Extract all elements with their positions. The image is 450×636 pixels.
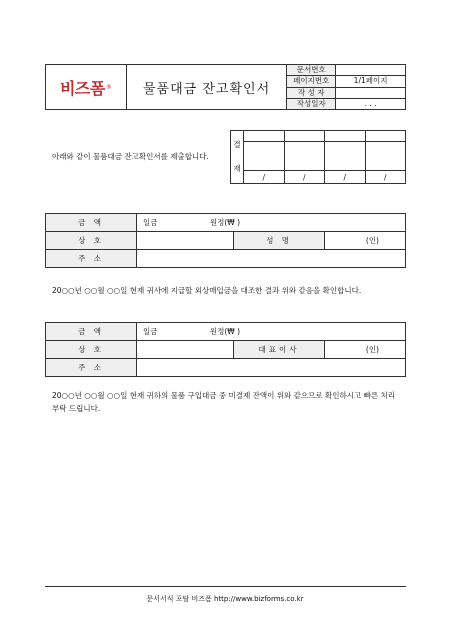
statement-2: 20○○년 ○○월 ○○일 현재 귀하의 물품 구입대금 중 미결제 잔액이 위와 같으므로 확인하시고 빠른 처리 부탁 드립니다. (52, 391, 396, 413)
amount-field[interactable] (137, 323, 406, 341)
address-field[interactable] (137, 250, 406, 268)
meta-value-author[interactable] (336, 87, 406, 98)
approval-title-4[interactable] (365, 131, 406, 142)
approval-sign-4[interactable] (365, 141, 406, 171)
approval-side-bottom: 재 (233, 164, 241, 173)
info-table-2 (45, 322, 406, 377)
meta-label-date: 작성일자 (287, 98, 336, 109)
meta-label-page-number: 페이지번호 (287, 76, 336, 87)
approval-side-top: 결 (233, 140, 241, 149)
seal-field[interactable]: (인) (325, 341, 406, 359)
info-table-1 (45, 213, 406, 268)
amount-prefix: 일금 (143, 218, 158, 227)
meta-value-doc-number[interactable] (336, 65, 406, 76)
ceo-label: 대표이사 (234, 341, 325, 359)
statement-1: 20○○년 ○○월 ○○일 현재 귀사에 지급할 외상매입금을 대조한 결과 위와 같음을 확인합니다. (52, 286, 362, 295)
seal-field[interactable]: (인) (325, 232, 406, 250)
approval-sign-2[interactable] (284, 141, 325, 171)
logo-cell (46, 65, 127, 110)
amount-label: 금 액 (46, 214, 137, 232)
approval-title-2[interactable] (284, 131, 325, 142)
amount-label: 금 액 (46, 323, 137, 341)
bizforms-logo: 비즈폼 (59, 78, 105, 98)
company-field[interactable] (137, 232, 234, 250)
document-header (45, 64, 406, 110)
amount-field[interactable] (137, 214, 406, 232)
intro-text: 아래와 같이 물품대금 잔고확인서를 제출합니다. (52, 152, 209, 161)
approval-box (230, 130, 406, 184)
approval-title-1[interactable] (244, 131, 285, 142)
approval-date-4[interactable]: / (365, 171, 406, 184)
name-label: 성 명 (234, 232, 325, 250)
address-field[interactable] (137, 359, 406, 377)
address-label: 주 소 (46, 359, 137, 377)
amount-won: 원정(₩ ) (209, 327, 241, 336)
meta-label-doc-number: 문서번호 (287, 65, 336, 76)
approval-sign-1[interactable] (244, 141, 285, 171)
company-label: 상 호 (46, 341, 137, 359)
approval-side-label (231, 131, 244, 184)
meta-label-author: 작 성 자 (287, 87, 336, 98)
approval-title-3[interactable] (325, 131, 366, 142)
approval-sign-3[interactable] (325, 141, 366, 171)
company-field[interactable] (137, 341, 234, 359)
approval-date-1[interactable]: / (244, 171, 285, 184)
footer-text: 문서서식 포탈 비즈폼 http://www.bizforms.co.kr (146, 595, 304, 603)
company-label: 상 호 (46, 232, 137, 250)
registered-mark: ® (105, 83, 112, 91)
approval-date-3[interactable]: / (325, 171, 366, 184)
amount-prefix: 일금 (143, 327, 158, 336)
address-label: 주 소 (46, 250, 137, 268)
document-title: 물품대금 잔고확인서 (126, 65, 287, 110)
meta-value-date[interactable]: . . . (336, 98, 406, 109)
footer-divider (45, 586, 406, 587)
amount-won: 원정(₩ ) (209, 218, 241, 227)
approval-date-2[interactable]: / (284, 171, 325, 184)
meta-value-page-number: 1/1페이지 (336, 76, 406, 87)
